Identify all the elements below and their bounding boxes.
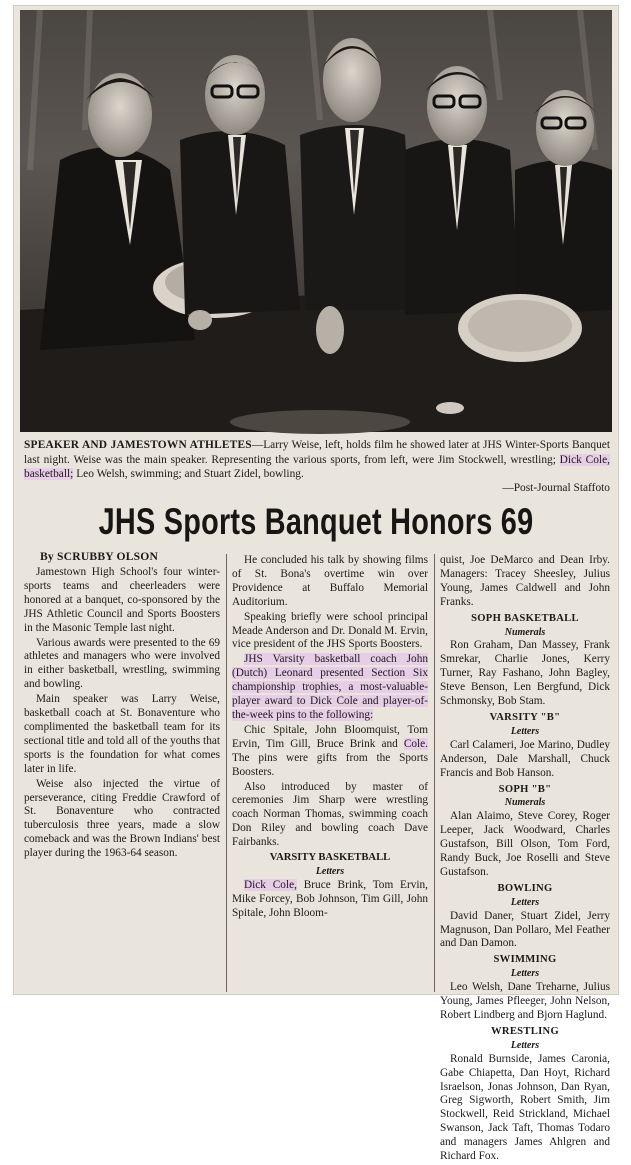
column-rule bbox=[226, 554, 227, 992]
roster-text: David Daner, Stuart Zidel, Jerry Magnuson, Dan Pollaro, Mel Feather and Dan Damon. bbox=[440, 909, 610, 950]
highlighted-paragraph bbox=[232, 653, 428, 723]
column-rule bbox=[434, 554, 435, 992]
article-column-3 bbox=[440, 554, 610, 1165]
highlight-text: JHS Varsity basketball coach John (Dutch) Leonard presented Section Six championship trophies, a most-valuable-player award to Dick Cole and player-of-the-week pins to the following: bbox=[232, 653, 428, 721]
subheading: Letters bbox=[315, 865, 345, 877]
paragraph-text: The pins were gifts from the Sports Boosters. bbox=[232, 751, 428, 778]
photo-illustration bbox=[20, 10, 612, 432]
subheading: Numerals bbox=[504, 797, 546, 809]
paragraph: Jamestown High School's four winter-sports teams and cheerleaders were honored at a banquet, co-sponsored by the JHS Athletic Council and Sports Boosters in the Masonic Temple last night. bbox=[24, 566, 220, 634]
photo-credit: —Post-Journal Staffoto bbox=[502, 481, 610, 494]
paragraph: Various awards were presented to the 69 athletes and managers who were involved in either basketball, wrestling, swimming and bowling. bbox=[24, 636, 220, 691]
roster-text-rest: Bruce Brink, Tom Ervin, Mike Forcey, Bob Johnson, Tim Gill, John Spitale, John Bloom- bbox=[232, 878, 428, 919]
highlight-text: Dick Cole, bbox=[244, 878, 297, 891]
article-column-2 bbox=[232, 554, 428, 922]
roster-text: Ronald Burnside, James Caronia, Gabe Chiapetta, Dan Hoyt, Richard Israelson, Jonas Johnson, Dan Ryan, Greg Sigworth, Robert Smith, Jim Stockwell, Reid Strickland, Michael Swanson, Jack Taft, Thomas Todaro and managers James Ahlgren and Richard Fox. bbox=[440, 1052, 610, 1163]
byline: By SCRUBBY OLSON bbox=[40, 550, 159, 563]
roster-text: Carl Calameri, Joe Marino, Dudley Anderson, Dale Marshall, Chuck Francis and Bob Hanson. bbox=[440, 738, 610, 779]
section-heading: VARSITY "B" bbox=[489, 711, 561, 723]
roster-text: Alan Alaimo, Steve Corey, Roger Leeper, Jack Woodward, Charles Gustafson, Bill Olson, Tom Ford, Randy Buck, Joe Roselli and Steve Gustafson. bbox=[440, 810, 610, 878]
subheading: Letters bbox=[510, 968, 540, 980]
section-heading: WRESTLING bbox=[490, 1025, 560, 1037]
section-heading: VARSITY BASKETBALL bbox=[269, 852, 391, 864]
paragraph bbox=[232, 724, 428, 780]
paragraph: Speaking briefly were school principal Meade Anderson and Dr. Donald M. Ervin, vice president of the JHS Sports Boosters. bbox=[232, 610, 428, 651]
paragraph: Also introduced by master of ceremonies Jim Sharp were wrestling coach Norman Thomas, swimming coach Don Riley and bowling coach Dave Fairbanks. bbox=[232, 780, 428, 849]
roster-text bbox=[232, 879, 428, 921]
subheading: Letters bbox=[510, 1039, 540, 1051]
section-heading: SOPH "B" bbox=[498, 783, 552, 795]
section-heading: SOPH BASKETBALL bbox=[471, 612, 579, 624]
paragraph: Main speaker was Larry Weise, basketball coach at St. Bonaventure who complimented the basketball team for its sectional title and told all of the youths that sports is the foundation for what comes later in life. bbox=[24, 693, 220, 775]
paragraph: He concluded his talk by showing films of St. Bona's overtime win over Providence at Buffalo Memorial Auditorium. bbox=[232, 554, 428, 608]
paragraph: Weise also injected the virtue of perseverance, citing Freddie Crawford of St. Bonaventure who contracted tuberculosis three years, made a slow comeback and was the Brown Indians' best player during the 1963-64 season. bbox=[24, 777, 220, 860]
roster-text: quist, Joe DeMarco and Dean Irby. Managers: Tracey Sheesley, Julius Young, James Caldwell and John Franks. bbox=[440, 554, 610, 608]
roster-text: Leo Welsh, Dane Treharne, Julius Young, James Pfleeger, John Nelson, Robert Lindberg and Bjorn Haglund. bbox=[440, 981, 610, 1021]
subheading: Numerals bbox=[504, 626, 546, 638]
article-column-1 bbox=[24, 566, 220, 862]
subheading: Letters bbox=[510, 896, 540, 908]
paragraph-text: Chic Spitale, John Bloomquist, Tom Ervin, Tim Gill, Bruce Brink and bbox=[232, 723, 428, 750]
trophy-plate bbox=[458, 294, 582, 362]
newspaper-clipping bbox=[14, 6, 618, 1163]
subheading: Letters bbox=[510, 725, 540, 737]
news-photo bbox=[20, 10, 612, 432]
photo-caption bbox=[24, 438, 610, 495]
caption-highlight: Dick Cole, basketball; bbox=[24, 453, 610, 481]
caption-lead: SPEAKER AND JAMESTOWN ATHLETES bbox=[24, 439, 252, 451]
section-heading: SWIMMING bbox=[493, 954, 557, 966]
headline: JHS Sports Banquet Honors 69 bbox=[98, 501, 534, 542]
roster-text: Ron Graham, Dan Massey, Frank Smrekar, Charlie Jones, Kerry Turner, Ray Fashano, John Bagley, Steve Benson, Len Bergfund, Dick Schmonsky, Bob Stam. bbox=[440, 639, 610, 708]
caption-text: —Larry Weise, left, holds film he showed later at JHS Winter-Sports Banquet last night. Weise was the main speaker. Representing the various sports, from left, were Jim Stockwell, wrestling; bbox=[24, 439, 610, 466]
highlight-text: Cole. bbox=[403, 737, 428, 750]
caption-text-2: Leo Welsh, swimming; and Stuart Zidel, bowling. bbox=[76, 468, 304, 481]
section-heading: BOWLING bbox=[497, 882, 553, 894]
